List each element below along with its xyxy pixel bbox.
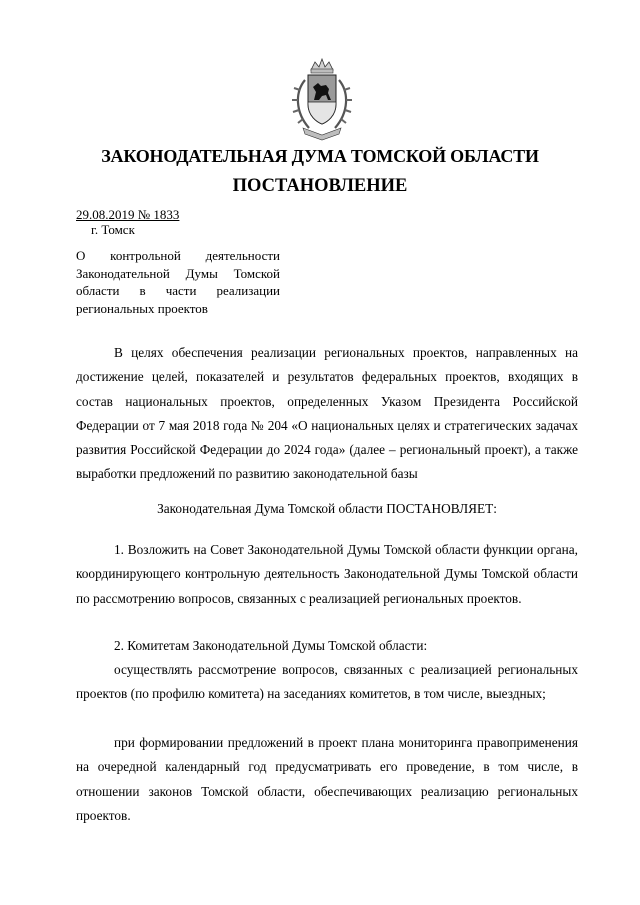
resolves-line: Законодательная Дума Томской области ПОСТАНОВЛЯЕТ: — [157, 501, 497, 516]
document-type-heading: ПОСТАНОВЛЕНИЕ — [232, 176, 408, 196]
item-2-subparagraph-1: осуществлять рассмотрение вопросов, связанных с реализацией региональных проектов (по профилю комитета) на заседаниях комитетов, в том числе, выездных; — [76, 662, 578, 702]
tomsk-oblast-coat-of-arms-icon — [289, 56, 355, 142]
document-date-number: 29.08.2019 № 1833 — [76, 207, 180, 222]
organization-title: ЗАКОНОДАТЕЛЬНАЯ ДУМА ТОМСКОЙ ОБЛАСТИ — [101, 146, 539, 166]
preamble-paragraph: В целях обеспечения реализации региональных проектов, направленных на достижение целей, показателей и результатов федеральных проектов, входящих в состав национальных проектов, определенных Указом Президента Российской Федерации от 7 мая 2018 года № 204 «О национальных целях и стратегических задачах развития Российской Федерации до 2024 года» (далее – региональный проект), а также выработки предложений по развитию законодательной базы — [76, 345, 578, 482]
document-subject: О контрольной деятельности Законодательной Думы Томской области в части реализации региональных проектов — [76, 248, 280, 316]
item-1-paragraph: 1. Возложить на Совет Законодательной Думы Томской области функции органа, координирующего контрольную деятельность Законодательной Думы Томской области по рассмотрению вопросов, связанных с реализацией региональных проектов. — [76, 542, 578, 606]
document-city: г. Томск — [91, 222, 135, 237]
item-2-paragraph: 2. Комитетам Законодательной Думы Томской области: — [114, 638, 428, 653]
item-2-subparagraph-2: при формировании предложений в проект плана мониторинга правоприменения на очередной календарный год предусматривать его проведение, в том числе, в отношении законов Томской области, обеспечивающих реализацию региональных проектов. — [76, 735, 578, 823]
